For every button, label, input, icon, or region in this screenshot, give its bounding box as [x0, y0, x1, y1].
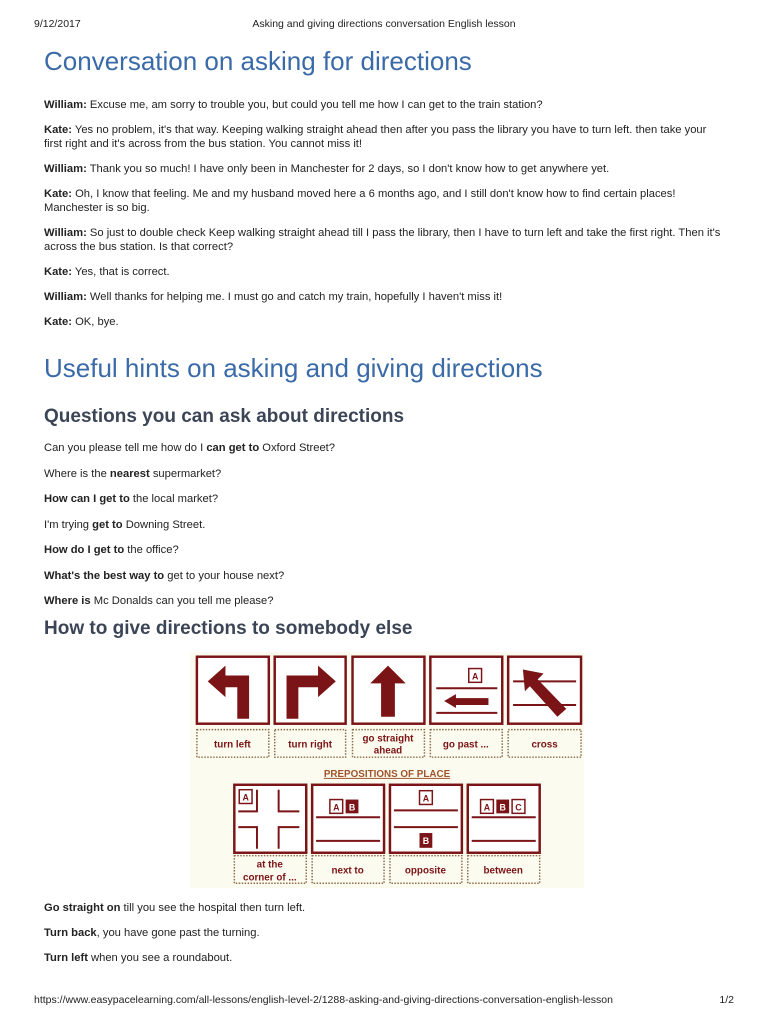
svg-text:A: A	[422, 793, 430, 804]
bold-phrase: How do I get to	[44, 544, 125, 556]
page-url: https://www.easypacelearning.com/all-lessons/english-level-2/1288-asking-and-giving-directions-conversation-english-lesson	[34, 994, 613, 1006]
conversation-line	[44, 315, 119, 329]
label-go-past: go past ...	[442, 739, 489, 751]
list-item	[44, 543, 179, 557]
label-ahead: ahead	[373, 745, 403, 757]
print-date: 9/12/2017	[34, 18, 81, 30]
page-number: 1/2	[719, 994, 734, 1006]
line-text: So just to double check Keep walking straight ahead till I pass the library, then I have to turn left and take the first right. Then it's across the bus station. Is that correct?	[44, 227, 721, 253]
bold-phrase: Go straight on	[44, 902, 121, 914]
conversation-line	[44, 187, 724, 215]
bold-phrase: can get to	[206, 442, 260, 454]
conversation-line	[44, 162, 609, 176]
speaker-name: Kate:	[44, 316, 72, 328]
speaker-name: Kate:	[44, 188, 72, 200]
bold-phrase: Turn back	[44, 927, 97, 939]
conversation-line	[44, 290, 502, 304]
turn-right-box	[275, 657, 346, 724]
svg-text:A: A	[333, 802, 340, 813]
label-go-straight: go straight	[362, 733, 414, 745]
directions-diagram	[190, 650, 584, 890]
text-segment: the office?	[124, 544, 179, 556]
text-segment: when you see a roundabout.	[87, 952, 233, 964]
speaker-name: William:	[44, 163, 87, 175]
bold-phrase: What's the best way to	[44, 569, 165, 582]
text-segment: Mc Donalds can you tell me please?	[90, 595, 274, 607]
text-segment: Oxford Street?	[259, 442, 336, 454]
conversation-heading: Conversation on asking for directions	[44, 46, 472, 76]
label-opposite: opposite	[404, 865, 446, 877]
line-text: Yes no problem, it's that way. Keeping walking straight ahead then after you pass the library you have to turn left. then take your first right and it's across from the bus station. You cannot miss it!	[44, 124, 707, 150]
speaker-name: Kate:	[44, 266, 72, 278]
text-segment: Can you please tell me how do I	[44, 442, 207, 454]
text-segment: supermarket?	[149, 467, 222, 480]
list-item	[44, 951, 232, 965]
svg-text:C: C	[515, 802, 522, 813]
list-item	[44, 926, 260, 940]
turn-left-box	[197, 657, 269, 724]
line-text: Yes, that is correct.	[71, 266, 170, 278]
list-item	[44, 441, 335, 455]
hints-heading: Useful hints on asking and giving directions	[44, 353, 543, 383]
conversation-line	[44, 226, 724, 254]
line-text: Excuse me, am sorry to trouble you, but could you tell me how I can get to the train station?	[86, 99, 543, 111]
conversation-line	[44, 123, 724, 151]
label-at-the: at the	[256, 859, 283, 871]
list-item	[44, 901, 305, 915]
text-segment: I'm trying	[44, 518, 93, 531]
svg-text:A: A	[242, 792, 249, 803]
label-cross: cross	[531, 739, 558, 751]
text-segment: get to your house next?	[164, 569, 285, 582]
label-between: between	[483, 865, 523, 877]
speaker-name: William:	[44, 227, 87, 239]
list-item	[44, 492, 218, 506]
text-segment: , you have gone past the turning.	[96, 927, 260, 939]
line-text: OK, bye.	[71, 316, 119, 328]
give-directions-heading: How to give directions to somebody else	[44, 618, 413, 639]
prepositions-title: PREPOSITIONS OF PLACE	[323, 768, 451, 780]
svg-text:B: B	[422, 835, 430, 846]
text-segment: Where is the	[44, 467, 110, 480]
speaker-name: William:	[44, 99, 87, 111]
line-text: Oh, I know that feeling. Me and my husband moved here a 6 months ago, and I still don't know how to find certain places! Manchester is so big.	[44, 188, 676, 214]
text-segment: till you see the hospital then turn left.	[120, 902, 306, 914]
print-footer	[34, 994, 734, 1006]
bold-phrase: nearest	[109, 467, 150, 480]
line-text: Well thanks for helping me. I must go and catch my train, hopefully I haven't miss it!	[86, 291, 503, 303]
label-corner-of: corner of ...	[242, 872, 297, 884]
line-text: Thank you so much! I have only been in Manchester for 2 days, so I don't know how to get anywhere yet.	[86, 163, 610, 175]
questions-heading: Questions you can ask about directions	[44, 406, 405, 427]
bold-phrase: Where is	[44, 595, 91, 607]
svg-text:B: B	[499, 802, 506, 813]
speaker-name: Kate:	[44, 124, 72, 136]
svg-text:B: B	[348, 802, 356, 813]
speaker-name: William:	[44, 291, 87, 303]
print-title: Asking and giving directions conversation English lesson	[252, 18, 516, 30]
svg-text:A: A	[483, 802, 491, 813]
text-segment: Downing Street.	[122, 518, 206, 531]
label-turn-left: turn left	[214, 739, 251, 751]
letter-a: A	[471, 671, 479, 682]
list-item	[44, 518, 205, 532]
bold-phrase: get to	[92, 518, 123, 531]
label-turn-right: turn right	[288, 739, 333, 751]
label-next-to: next to	[331, 865, 364, 877]
conversation-line	[44, 265, 170, 279]
conversation-line	[44, 98, 543, 112]
list-item	[44, 594, 273, 608]
text-segment: the local market?	[129, 493, 219, 505]
list-item	[44, 569, 284, 583]
bold-phrase: Turn left	[44, 952, 88, 964]
bold-phrase: How can I get to	[44, 493, 130, 505]
list-item	[44, 467, 221, 481]
